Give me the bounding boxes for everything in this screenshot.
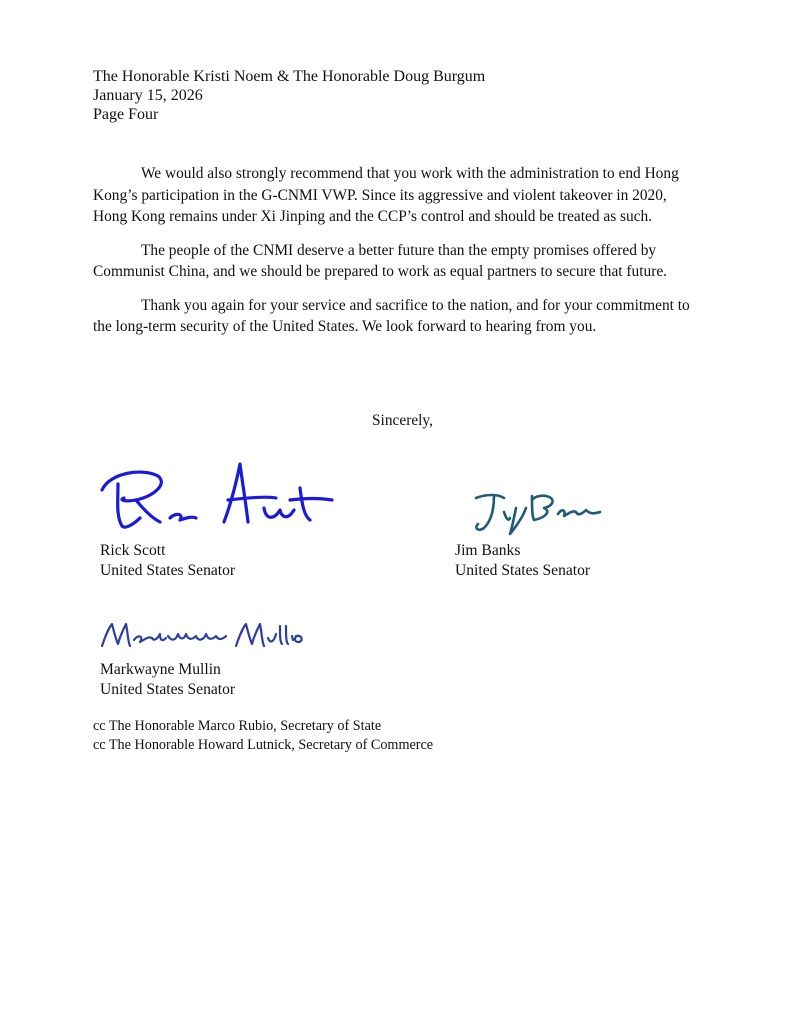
signature-rick-scott bbox=[96, 460, 341, 540]
signatory-title: United States Senator bbox=[455, 562, 591, 579]
paragraph-thank-you: Thank you again for your service and sacrifice to the nation, and for your commitment to the long-term security of the United States. We look forward to hearing from you. bbox=[93, 296, 690, 335]
cc-list bbox=[93, 717, 433, 755]
signature-markwayne-mullin bbox=[98, 616, 308, 656]
letter-header bbox=[93, 67, 485, 124]
paragraph-cnmi-future: The people of the CNMI deserve a better future than the empty promises offered by Communist China, and we should be prepared to work as equal partners to secure that future. bbox=[93, 241, 667, 280]
addressee-line: The Honorable Kristi Noem & The Honorable Doug Burgum bbox=[93, 68, 486, 85]
page-number: Page Four bbox=[93, 106, 159, 123]
closing-salutation: Sincerely, bbox=[372, 412, 433, 429]
cc-line-lutnick: cc The Honorable Howard Lutnick, Secretary of Commerce bbox=[93, 737, 434, 753]
letter-body bbox=[93, 163, 695, 350]
signatory-name: Jim Banks bbox=[455, 542, 521, 559]
signature-jim-banks bbox=[470, 488, 610, 536]
letter-date: January 15, 2026 bbox=[93, 87, 203, 104]
signatory-markwayne-mullin bbox=[100, 660, 235, 700]
signatory-name: Markwayne Mullin bbox=[100, 661, 221, 678]
signatory-title: United States Senator bbox=[100, 562, 236, 579]
cc-line-rubio: cc The Honorable Marco Rubio, Secretary of State bbox=[93, 718, 382, 734]
signatory-jim-banks bbox=[455, 541, 590, 581]
signatory-title: United States Senator bbox=[100, 681, 236, 698]
paragraph-hong-kong: We would also strongly recommend that you work with the administration to end Hong Kong’s participation in the G-CNMI VWP. Since its aggressive and violent takeover in 2020, Hong Kong remains under Xi Jinping and the CCP’s control and should be treated as such. bbox=[93, 165, 679, 225]
signatory-name: Rick Scott bbox=[100, 542, 166, 559]
signatory-rick-scott bbox=[100, 541, 235, 581]
